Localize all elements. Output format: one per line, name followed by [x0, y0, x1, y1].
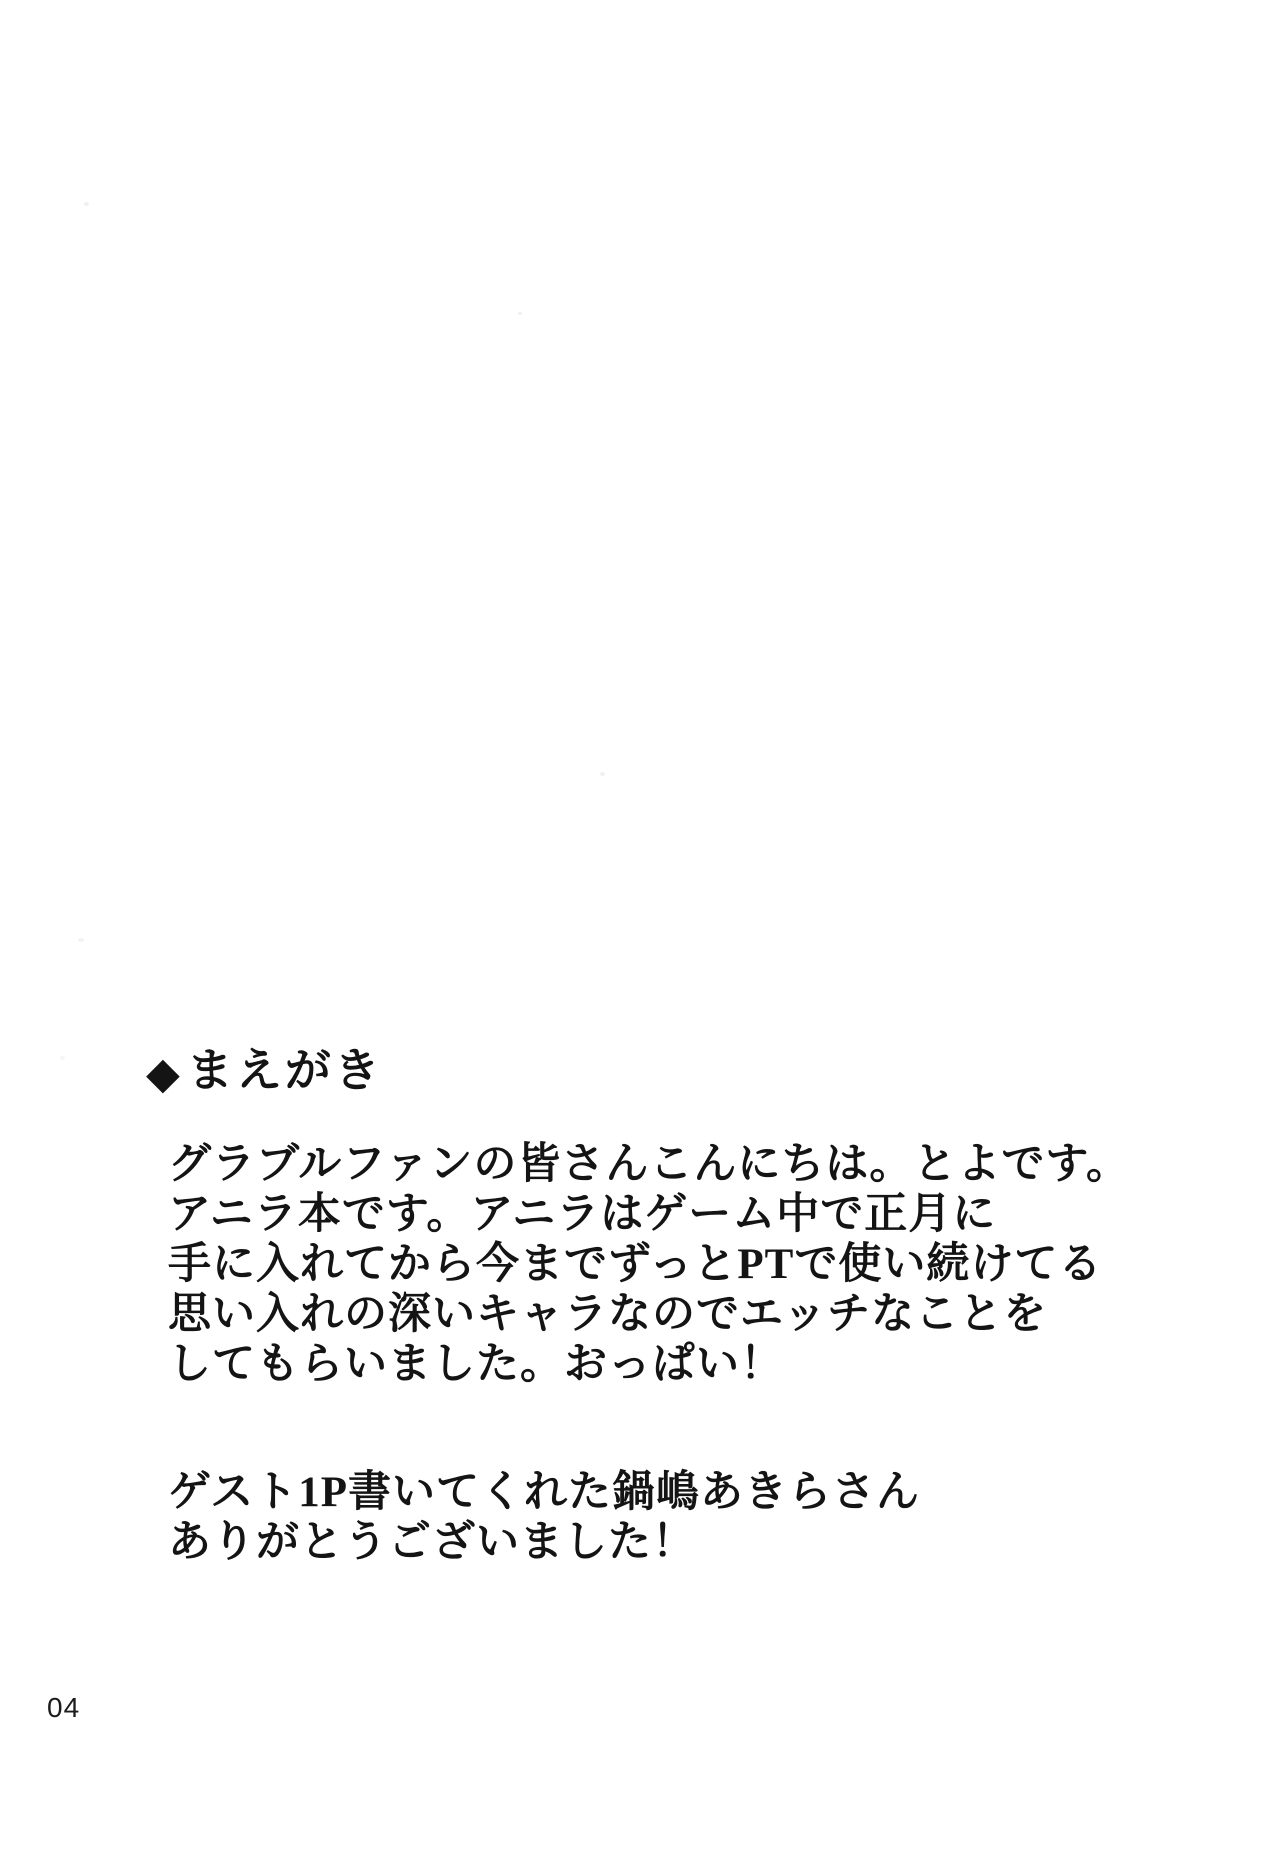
scan-artifact	[78, 938, 84, 942]
text-line: ありがとうございました！	[168, 1519, 696, 1566]
text-line: してもらいました。おっぱい！	[168, 1341, 784, 1388]
text-line: 思い入れの深いキャラなのでエッチなことを	[168, 1291, 1048, 1338]
foreword-heading	[146, 1046, 383, 1098]
foreword-title: まえがき	[186, 1045, 383, 1096]
scan-artifact	[518, 312, 522, 315]
page-number: 04	[47, 1692, 81, 1723]
foreword-paragraph-1	[168, 1140, 1130, 1390]
scan-artifact	[60, 1056, 65, 1060]
scan-artifact	[600, 772, 605, 776]
diamond-icon: ◆	[146, 1048, 183, 1099]
text-line: アニラ本です。アニラはゲーム中で正月に	[168, 1191, 997, 1238]
text-line: グラブルファンの皆さんこんにちは。とよです。	[168, 1141, 1130, 1188]
text-line: 手に入れてから今までずっとPTで使い続けてる	[168, 1241, 1103, 1288]
scan-artifact	[84, 202, 89, 206]
foreword-paragraph-2	[168, 1468, 920, 1568]
text-line: ゲスト1P書いてくれた鍋嶋あきらさん	[168, 1469, 921, 1516]
